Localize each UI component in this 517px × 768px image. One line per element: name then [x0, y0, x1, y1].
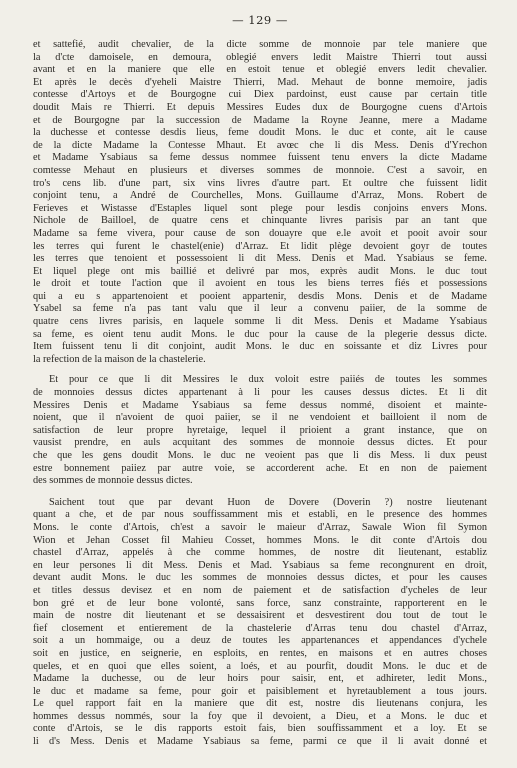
text-line: soit en justice, en seignerie, en esploits, en rentes, en maisons et en autres choses	[33, 647, 487, 659]
text-line: les terres qui furent le chastel(enie) d'Arraz. Et lidit plège devoient goyr de toutes	[33, 240, 487, 252]
text-line: la duchesse et contesse desdis lieus, feme doudit Mons. le duc et conte, ait le cause	[33, 127, 487, 139]
text-line: et sattefié, audit chevalier, de la dicte somme de monnoie par tele maniere que	[33, 39, 487, 50]
text-line: de monnoies dessus dictes appartenant à li pour les causes dessus dictes. Et li dit	[33, 387, 487, 399]
text-line: quatre cens livres parisis, en laquele somme li dit Mess. Denis et Madame Ysabiaus	[33, 316, 487, 328]
text-line: en leur persones li dit Mess. Denis et Mad. Ysabiaus sa feme recongnurent en droit,	[33, 559, 487, 571]
text-line: conte d'Artois, se le dis rapports estoit fais, bien souffissamment et a loy. Et se	[33, 723, 487, 735]
text-line: sa feme, es oient tenu audit Mons. le duc pour la cause de la plegerie dessus dicte.	[33, 328, 487, 340]
text-line: et Madame Ysabiaus sa feme dessus nommee fuissent tenu envers la dicte Madame	[33, 152, 487, 164]
text-line: qui a eu s appartenoient et pooient appartenir, desdis Mons. Denis et de Madame	[33, 290, 487, 302]
text-line: Saichent tout que par devant Huon de Dovere (Doverin ?) nostre lieutenant	[49, 496, 487, 508]
text-line: satisfaction de leur propre hyretaige, lequel il prioient a grant instance, que on	[33, 424, 487, 436]
text-line: Le quel rapport fait en la maniere que dit est, nostre dis lieutenans conjura, les	[33, 698, 487, 710]
text-line: estre bonnement paiiez par autre voie, se accorderent ache. Et en non de paiement	[33, 462, 487, 474]
text-line: quant a che, et de par nous souffissamment mis et establi, en le presence des hommes	[33, 509, 487, 521]
text-line: et titles dessus devisez et en nom de paiement et de satisfaction d'ycheles de leur	[33, 584, 487, 596]
text-line: Item fuissent tenu li dit conjoint, audit Mons. le duc en soissante et diz Livres pour	[33, 341, 487, 353]
text-line: fief closement et entierement de la chastelerie d'Arras tenu dou chastel d'Arraz,	[33, 622, 487, 634]
text-line: et de Bourgogne par la succession de Madame la Royne Jeanne, mere a Madame	[33, 114, 487, 126]
text-line: main de nostre dit lieutenant et se dessaisirent et desvestirent dou tout de tout le	[33, 610, 487, 622]
paragraph-1	[33, 39, 487, 366]
text-line: la d'cte damoisele, en demoura, oblegié envers ledit Maistre Thierri tout aussi	[33, 51, 487, 63]
text-line: les terres que tenoient et possessoient li dit Mess. Denis et Mad. Ysabiaus se feme.	[33, 253, 487, 265]
text-line: le duc et madame sa feme, pour goir et paisiblement et hyretaublement a tous jours.	[33, 685, 487, 697]
text-line: avant et en la maniere que elle en estoit tenue et oblegié envers ledit chevalier.	[33, 64, 487, 76]
text-line: vausist prendre, en auls acquitant des sommes de monnoie dessus dictes. Et pour	[33, 437, 487, 449]
text-line: hommes dessus nommés, sour la foy que il devoient, a Dieu, et a Mons. le duc et	[33, 710, 487, 722]
paragraph-2	[33, 374, 487, 487]
page-number: — 129 —	[232, 13, 288, 27]
text-line: Et après le decès d'yeheli Maistre Thierri, Mad. Mehaut de bonne memoire, jadis	[33, 76, 487, 88]
text-line: Messires Denis et Madame Ysabiaus sa feme dessus nommé, disoient et mainte-	[33, 399, 487, 411]
text-line: Ysabel sa feme n'a pas tant valu que il leur a convenu paiier, de la somme de	[33, 303, 487, 315]
text-line: Nichole de Bailloel, de quatre cens et chinquante livres parisis par an tant que	[33, 215, 487, 227]
text-line: la refection de la maison de la chastelerie.	[33, 353, 206, 365]
text-line: chastel d'Arraz, appelés à che comme hommes, de nostre dit lieutenant, establiz	[33, 547, 487, 559]
text-line: des sommes de monnoie dessus dictes.	[33, 475, 193, 487]
text-line: noient, que il n'avoient de quoi paiier, se il ne vendoient et bailloient il nom de	[33, 412, 487, 424]
text-line: bon gré et de leur bone volonté, sans force, sanz constrainte, rapporterent en le	[33, 597, 487, 609]
text-line: de la dicte Madame la Contesse Mhaut. Et avœc che li dis Mess. Denis d'Yrechon	[33, 139, 487, 151]
text-line: Wion et Jehan Cosset fil Mahieu Cosset, hommes Mons. le dit conte d'Artois dou	[33, 534, 487, 546]
text-line: queles, et en quoi que elles soient, a loés, et au pourfit, doudit Mons. le duc et de	[33, 660, 487, 672]
text-line: soit a un hommaige, ou a deuz de toutes les appartenances et appendances d'ychele	[33, 635, 487, 647]
text-line: le droit et toute l'action que il avoient en tous les biens terres fiés et possessions	[33, 278, 487, 290]
text-line: doudit Mais re Thierri. Et depuis Messires Eudes dux de Bourgogne cuens d'Artois	[33, 101, 487, 113]
text-line: Mons. le conte d'Artois, ch'est a savoir le maieur d'Arraz, Sawale Wion fil Symon	[33, 521, 487, 533]
text-line: Madame la duchesse, ou de leur hoirs pour saisir, ent, et adhireter, ledit Mons.,	[33, 673, 487, 685]
text-line: comtesse Mehaut en plusieurs et diverses sommes de monnoie. C'est a savoir, en	[33, 164, 487, 176]
text-line: li d's Mess. Denis et Madame Ysabiaus sa feme, parmi ce que il li avait donné et	[33, 736, 487, 748]
text-line: conjoint tenu, a André de Courchelles, Mons. Guillaume d'Arraz, Mons. Robert de	[33, 190, 487, 202]
text-line: Ferieves et Wistasse d'Estaples liquel sont plege pour lesdis conjoins envers Mons.	[33, 202, 487, 214]
text-line: Et pour ce que li dit Messires le dux voloit estre paiiés de toutes les sommes	[49, 374, 487, 386]
text-line: tro's cens lib. d'une part, six vins livres d'autre part. Et oultre che fuissent lidit	[33, 177, 487, 189]
text-line: Et liquel plege ont mis baillié et delivré par mos, exprès audit Mons. le duc tout	[33, 265, 487, 277]
text-line: che que les gens doudit Mons. le duc ne veoient pas que li dis Mess. li dux peust	[33, 450, 487, 461]
text-line: contesse d'Artoys et de Bourgogne cui Diex pardoinst, eust cause par certain title	[33, 89, 487, 101]
text-line: Madame sa feme vivera, pour cause de son douayre que e.le avoit et pooit avoir sour	[33, 227, 487, 239]
text-line: devant audit Mons. le duc les sommes de monnoies dessus dictes, et pour les causes	[33, 572, 487, 584]
paragraph-3	[33, 497, 487, 749]
